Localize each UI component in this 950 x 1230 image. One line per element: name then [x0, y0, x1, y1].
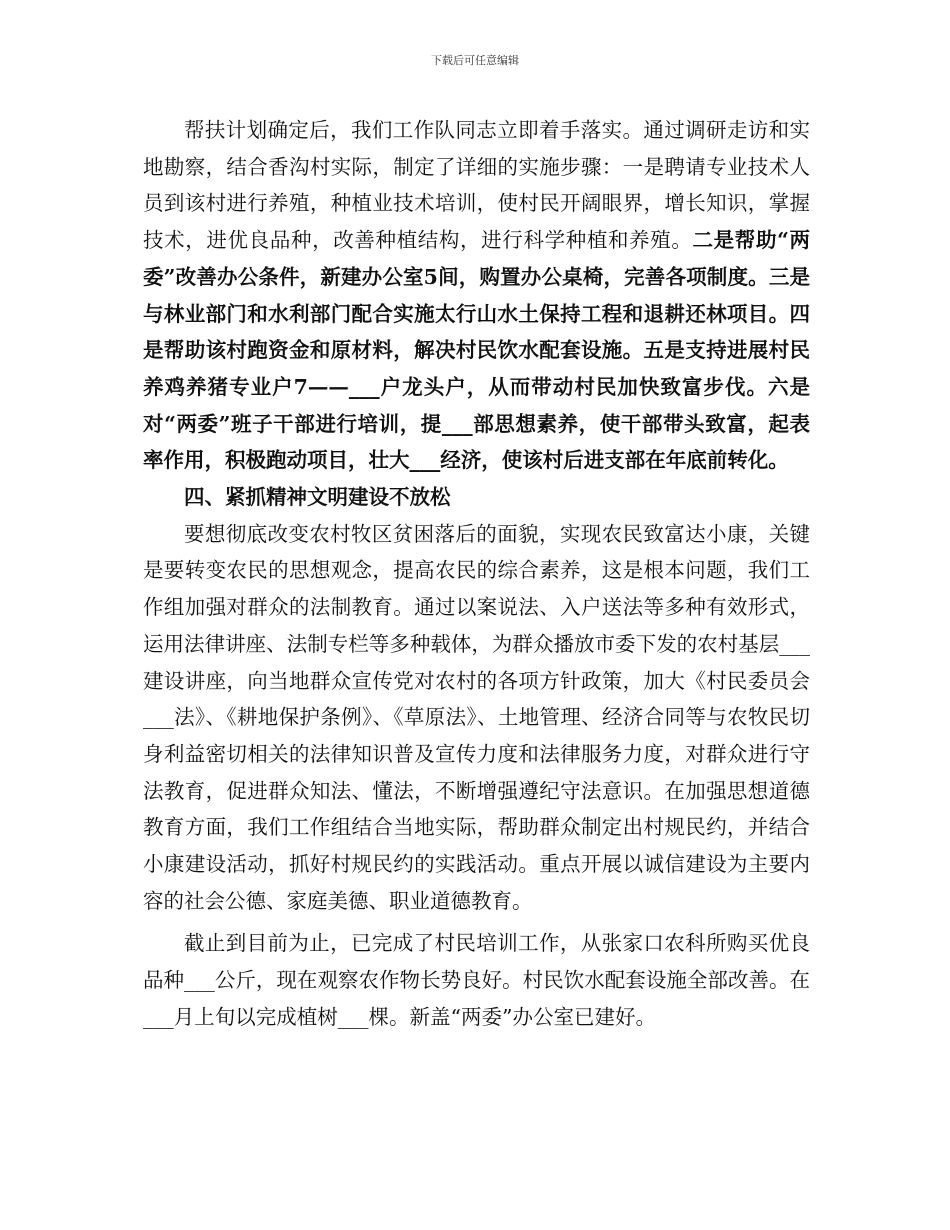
- paragraph-legal-education: 要想彻底改变农村牧区贫困落后的面貌，实现农民致富达小康，关键是要转变农民的思想观念，提高农民的综合素养，这是根本问题，我们工作组加强对群众的法制教育。通过以案说法、入户送法等多种有效形式，运用法律讲座、法制专栏等多种载体，为群众播放市委下发的农村基层___建设讲座，向当地群众宣传党对农村的各项方针政策，加大《村民委员会___法》、《耕地保护条例》、《草原法》、土地管理、经济合同等与农牧民切身利益密切相关的法律知识普及宣传力度和法律服务力度，对群众进行守法教育，促进群众知法、懂法，不断增强遵纪守法意识。在加强思想道德教育方面，我们工作组结合当地实际，帮助群众制定出村规民约，并结合小康建设活动，抓好村规民约的实践活动。重点开展以诚信建设为主要内容的社会公德、家庭美德、职业道德教育。: [143, 521, 810, 913]
- download-note: 下载后可任意编辑: [431, 54, 519, 67]
- paragraph-normal-text: 帮扶计划确定后，我们工作队同志立即着手落实。通过调研走访和实地勘察，结合香沟村实际，制定了详细的实施步骤：一是聘请专业技术人员到该村进行养殖，种植业技术培训，使村民开阔眼界，增长知识，掌握技术，进优良品种，改善种植结构，进行科学种植和养殖。: [143, 118, 810, 253]
- section-heading-spiritual-civilization: 四、紧抓精神文明建设不放松: [184, 485, 451, 510]
- document-body: [143, 112, 810, 1036]
- paragraph-implementation-steps: [143, 112, 810, 479]
- paragraph-progress-summary: 截止到目前为止，已完成了村民培训工作，从张家口农科所购买优良品种___公斤，现在观察农作物长势良好。村民饮水配套设施全部改善。在___月上旬以完成植树___棵。新盖“两委”办公室已建好。: [143, 931, 810, 1029]
- paragraph-bold-text: 二是帮助“两委”改善办公条件，新建办公室5间，购置办公桌椅，完善各项制度。三是与林业部门和水利部门配合实施太行山水土保持工程和退耕还林项目。四是帮助该村跑资金和原材料，解决村民饮水配套设施。五是支持进展村民养鸡养猪专业户7——___户龙头户，从而带动村民加快致富步伐。六是对“两委”班子干部进行培训，提___部思想素养，使干部带头致富，起表率作用，积极跑动项目，壮大___经济，使该村后进支部在年底前转化。: [143, 228, 811, 473]
